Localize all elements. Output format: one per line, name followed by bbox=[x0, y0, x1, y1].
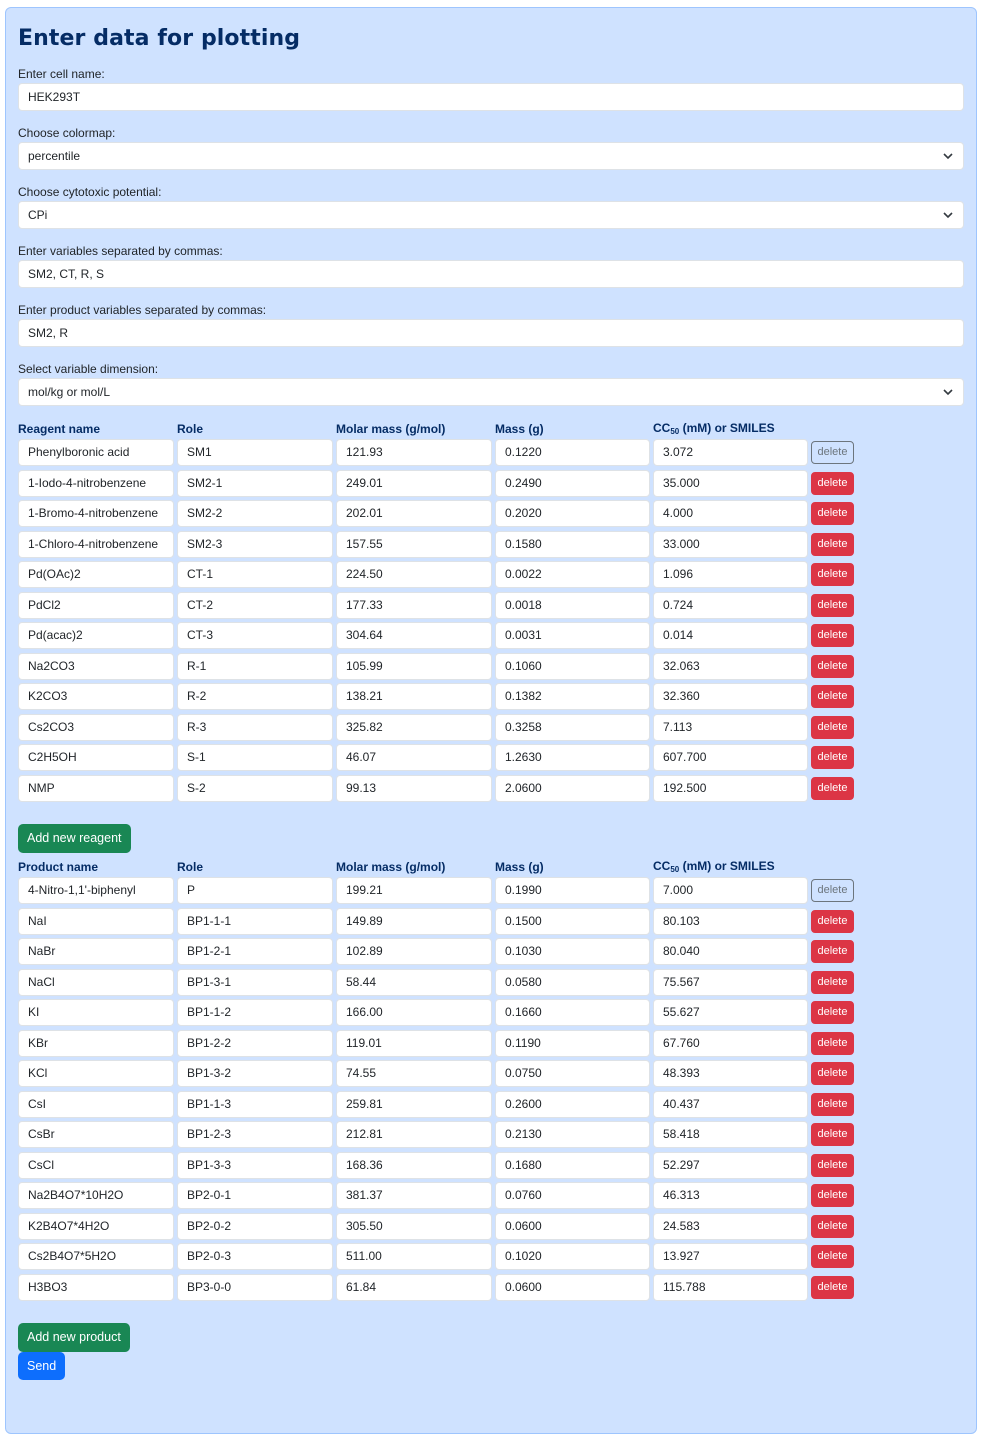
cc50-input[interactable]: 80.103 bbox=[653, 908, 808, 935]
delete-button[interactable]: delete bbox=[811, 940, 854, 963]
mass-input[interactable]: 0.1580 bbox=[495, 531, 650, 558]
product-variables-label: Enter product variables separated by commas: bbox=[18, 303, 267, 317]
reagent-row bbox=[18, 561, 963, 592]
mass-input[interactable]: 0.1030 bbox=[495, 938, 650, 965]
header-molar-mass: Molar mass (g/mol) bbox=[336, 422, 446, 436]
mass-input[interactable]: 0.0750 bbox=[495, 1060, 650, 1087]
reagent-name-input[interactable]: Na2CO3 bbox=[18, 653, 174, 680]
cytotoxic-select[interactable] bbox=[18, 201, 964, 229]
cc50-input[interactable]: 55.627 bbox=[653, 999, 808, 1026]
molar-mass-input[interactable]: 224.50 bbox=[336, 561, 492, 588]
role-input[interactable]: BP1-3-2 bbox=[177, 1060, 333, 1087]
role-input[interactable]: CT-2 bbox=[177, 592, 333, 619]
variables-value: SM2, CT, R, S bbox=[28, 267, 105, 281]
add-reagent-wrap bbox=[18, 805, 963, 855]
cc50-input[interactable]: 32.063 bbox=[653, 653, 808, 680]
cc50-input[interactable]: 46.313 bbox=[653, 1182, 808, 1209]
mass-input[interactable]: 2.0600 bbox=[495, 775, 650, 802]
reagent-row bbox=[18, 683, 963, 714]
molar-mass-input[interactable]: 305.50 bbox=[336, 1213, 492, 1240]
chevron-down-icon bbox=[943, 202, 953, 219]
role-input[interactable]: BP2-0-1 bbox=[177, 1182, 333, 1209]
molar-mass-input[interactable]: 119.01 bbox=[336, 1030, 492, 1057]
cc50-input[interactable]: 192.500 bbox=[653, 775, 808, 802]
cc-subscript: 50 bbox=[670, 865, 680, 874]
delete-button[interactable]: delete bbox=[811, 971, 854, 994]
cc-unit: (mM) or SMILES bbox=[679, 859, 775, 873]
reagent-row bbox=[18, 653, 963, 684]
send-button[interactable]: Send bbox=[18, 1352, 65, 1380]
header-cc50 bbox=[653, 859, 811, 874]
role-input[interactable]: CT-1 bbox=[177, 561, 333, 588]
delete-button[interactable]: delete bbox=[811, 1154, 854, 1177]
reagent-name-input[interactable]: 1-Chloro-4-nitrobenzene bbox=[18, 531, 174, 558]
role-input[interactable]: BP1-3-3 bbox=[177, 1152, 333, 1179]
molar-mass-input[interactable]: 58.44 bbox=[336, 969, 492, 996]
reagent-name-input[interactable]: Phenylboronic acid bbox=[18, 439, 174, 466]
colormap-group bbox=[18, 125, 963, 184]
delete-button[interactable]: delete bbox=[811, 716, 854, 739]
mass-input[interactable]: 0.0600 bbox=[495, 1213, 650, 1240]
mass-input[interactable]: 0.0580 bbox=[495, 969, 650, 996]
cc50-input[interactable]: 115.788 bbox=[653, 1274, 808, 1301]
variables-group bbox=[18, 243, 963, 302]
product-name-input[interactable]: Cs2B4O7*5H2O bbox=[18, 1243, 174, 1270]
molar-mass-input[interactable]: 202.01 bbox=[336, 500, 492, 527]
delete-button[interactable]: delete bbox=[811, 533, 854, 556]
dimension-value: mol/kg or mol/L bbox=[28, 385, 111, 399]
reagent-name-input[interactable]: NMP bbox=[18, 775, 174, 802]
reagent-table-header bbox=[18, 417, 963, 439]
delete-button[interactable]: delete bbox=[811, 563, 854, 586]
reagent-name-input[interactable]: Pd(acac)2 bbox=[18, 622, 174, 649]
product-name-input[interactable]: NaI bbox=[18, 908, 174, 935]
product-name-input[interactable]: KI bbox=[18, 999, 174, 1026]
header-role: Role bbox=[177, 422, 204, 436]
header-mass: Mass (g) bbox=[495, 422, 544, 436]
molar-mass-input[interactable]: 121.93 bbox=[336, 439, 492, 466]
reagent-name-input[interactable]: 1-Bromo-4-nitrobenzene bbox=[18, 500, 174, 527]
delete-button[interactable]: delete bbox=[811, 1245, 854, 1268]
cc-unit: (mM) or SMILES bbox=[679, 421, 775, 435]
cytotoxic-label: Choose cytotoxic potential: bbox=[18, 185, 162, 199]
cc50-input[interactable]: 35.000 bbox=[653, 470, 808, 497]
product-name-input[interactable]: CsCl bbox=[18, 1152, 174, 1179]
delete-button[interactable]: delete bbox=[811, 1215, 854, 1238]
chevron-down-icon bbox=[943, 143, 953, 160]
reagent-row bbox=[18, 775, 963, 806]
product-name-input[interactable]: CsI bbox=[18, 1091, 174, 1118]
role-input[interactable]: SM2-2 bbox=[177, 500, 333, 527]
reagent-row bbox=[18, 500, 963, 531]
molar-mass-input[interactable]: 177.33 bbox=[336, 592, 492, 619]
chevron-down-icon bbox=[943, 379, 953, 396]
delete-button[interactable]: delete bbox=[811, 472, 854, 495]
cc-label: CC bbox=[653, 421, 671, 435]
product-name-input[interactable]: KBr bbox=[18, 1030, 174, 1057]
reagent-rows bbox=[18, 439, 963, 805]
cytotoxic-group bbox=[18, 184, 963, 243]
mass-input[interactable]: 0.1680 bbox=[495, 1152, 650, 1179]
cc50-input[interactable]: 0.724 bbox=[653, 592, 808, 619]
dimension-label: Select variable dimension: bbox=[18, 362, 159, 376]
cc50-input[interactable]: 1.096 bbox=[653, 561, 808, 588]
role-input[interactable]: S-1 bbox=[177, 744, 333, 771]
mass-input[interactable]: 0.2490 bbox=[495, 470, 650, 497]
delete-button[interactable]: delete bbox=[811, 910, 854, 933]
cytotoxic-value: CPi bbox=[28, 208, 48, 222]
delete-button[interactable]: delete bbox=[811, 502, 854, 525]
molar-mass-input[interactable]: 166.00 bbox=[336, 999, 492, 1026]
role-input[interactable]: CT-3 bbox=[177, 622, 333, 649]
product-row bbox=[18, 877, 963, 908]
mass-input[interactable]: 0.1660 bbox=[495, 999, 650, 1026]
role-input[interactable]: BP1-2-1 bbox=[177, 938, 333, 965]
cc50-input[interactable]: 607.700 bbox=[653, 744, 808, 771]
delete-button[interactable]: delete bbox=[811, 777, 854, 800]
reagent-name-input[interactable]: PdCl2 bbox=[18, 592, 174, 619]
mass-input[interactable]: 0.0031 bbox=[495, 622, 650, 649]
role-input[interactable]: SM2-3 bbox=[177, 531, 333, 558]
cc50-input[interactable]: 7.113 bbox=[653, 714, 808, 741]
reagent-row bbox=[18, 531, 963, 562]
mass-input[interactable]: 0.3258 bbox=[495, 714, 650, 741]
mass-input[interactable]: 0.0018 bbox=[495, 592, 650, 619]
molar-mass-input[interactable]: 149.89 bbox=[336, 908, 492, 935]
plot-data-form bbox=[5, 7, 977, 1434]
reagent-row bbox=[18, 744, 963, 775]
cc50-input[interactable]: 40.437 bbox=[653, 1091, 808, 1118]
add-reagent-button[interactable]: Add new reagent bbox=[18, 824, 131, 853]
cell-name-value: HEK293T bbox=[28, 90, 81, 104]
cc-subscript: 50 bbox=[670, 427, 680, 436]
molar-mass-input[interactable]: 304.64 bbox=[336, 622, 492, 649]
role-input[interactable]: P bbox=[177, 877, 333, 904]
cc-label: CC bbox=[653, 859, 671, 873]
mass-input[interactable]: 0.1382 bbox=[495, 683, 650, 710]
product-row bbox=[18, 969, 963, 1000]
add-product-wrap bbox=[18, 1304, 963, 1351]
delete-button[interactable]: delete bbox=[811, 746, 854, 769]
molar-mass-input[interactable]: 259.81 bbox=[336, 1091, 492, 1118]
molar-mass-input[interactable]: 249.01 bbox=[336, 470, 492, 497]
product-name-input[interactable]: K2B4O7*4H2O bbox=[18, 1213, 174, 1240]
product-row bbox=[18, 1213, 963, 1244]
mass-input[interactable]: 0.0600 bbox=[495, 1274, 650, 1301]
delete-button[interactable]: delete bbox=[811, 1001, 854, 1024]
header-mass: Mass (g) bbox=[495, 860, 544, 874]
mass-input[interactable]: 0.2020 bbox=[495, 500, 650, 527]
delete-button[interactable]: delete bbox=[811, 1093, 854, 1116]
cc50-input[interactable]: 33.000 bbox=[653, 531, 808, 558]
role-input[interactable]: R-2 bbox=[177, 683, 333, 710]
header-molar-mass: Molar mass (g/mol) bbox=[336, 860, 446, 874]
mass-input[interactable]: 0.2130 bbox=[495, 1121, 650, 1148]
delete-button: delete bbox=[811, 441, 854, 464]
cc50-input[interactable]: 4.000 bbox=[653, 500, 808, 527]
mass-input[interactable]: 0.1190 bbox=[495, 1030, 650, 1057]
cc50-input[interactable]: 48.393 bbox=[653, 1060, 808, 1087]
cc50-input[interactable]: 58.418 bbox=[653, 1121, 808, 1148]
role-input[interactable]: BP3-0-0 bbox=[177, 1274, 333, 1301]
product-row bbox=[18, 1060, 963, 1091]
role-input[interactable]: BP1-2-2 bbox=[177, 1030, 333, 1057]
product-rows bbox=[18, 877, 963, 1304]
delete-button[interactable]: delete bbox=[811, 1276, 854, 1299]
reagent-name-input[interactable]: K2CO3 bbox=[18, 683, 174, 710]
header-reagent-name: Reagent name bbox=[18, 422, 101, 436]
product-name-input[interactable]: H3BO3 bbox=[18, 1274, 174, 1301]
product-variables-value: SM2, R bbox=[28, 326, 69, 340]
reagent-name-input[interactable]: C2H5OH bbox=[18, 744, 174, 771]
product-row bbox=[18, 999, 963, 1030]
cc50-input[interactable]: 0.014 bbox=[653, 622, 808, 649]
molar-mass-input[interactable]: 511.00 bbox=[336, 1243, 492, 1270]
cc50-input[interactable]: 80.040 bbox=[653, 938, 808, 965]
product-variables-group bbox=[18, 302, 963, 361]
role-input[interactable]: SM1 bbox=[177, 439, 333, 466]
role-input[interactable]: BP1-3-1 bbox=[177, 969, 333, 996]
role-input[interactable]: S-2 bbox=[177, 775, 333, 802]
dimension-select[interactable] bbox=[18, 378, 964, 406]
product-row bbox=[18, 1243, 963, 1274]
cc50-input[interactable]: 67.760 bbox=[653, 1030, 808, 1057]
product-name-input[interactable]: NaCl bbox=[18, 969, 174, 996]
delete-button[interactable]: delete bbox=[811, 655, 854, 678]
variables-input[interactable] bbox=[18, 260, 964, 288]
reagent-row bbox=[18, 592, 963, 623]
product-row bbox=[18, 1121, 963, 1152]
colormap-label: Choose colormap: bbox=[18, 126, 116, 140]
product-row bbox=[18, 908, 963, 939]
molar-mass-input[interactable]: 74.55 bbox=[336, 1060, 492, 1087]
mass-input[interactable]: 0.1220 bbox=[495, 439, 650, 466]
product-name-input[interactable]: KCl bbox=[18, 1060, 174, 1087]
reagent-row bbox=[18, 714, 963, 745]
role-input[interactable]: BP1-1-2 bbox=[177, 999, 333, 1026]
molar-mass-input[interactable]: 138.21 bbox=[336, 683, 492, 710]
product-name-input[interactable]: 4-Nitro-1,1'-biphenyl bbox=[18, 877, 174, 904]
reagent-name-input[interactable]: Pd(OAc)2 bbox=[18, 561, 174, 588]
delete-button[interactable]: delete bbox=[811, 594, 854, 617]
colormap-value: percentile bbox=[28, 149, 81, 163]
mass-input[interactable]: 0.1500 bbox=[495, 908, 650, 935]
mass-input[interactable]: 1.2630 bbox=[495, 744, 650, 771]
product-variables-input[interactable] bbox=[18, 319, 964, 347]
product-row bbox=[18, 1030, 963, 1061]
molar-mass-input[interactable]: 199.21 bbox=[336, 877, 492, 904]
send-wrap bbox=[18, 1351, 963, 1380]
header-role: Role bbox=[177, 860, 204, 874]
product-name-input[interactable]: CsBr bbox=[18, 1121, 174, 1148]
variables-label: Enter variables separated by commas: bbox=[18, 244, 223, 258]
dimension-group bbox=[18, 361, 963, 417]
colormap-select[interactable] bbox=[18, 142, 964, 170]
delete-button: delete bbox=[811, 879, 854, 902]
role-input[interactable]: BP2-0-3 bbox=[177, 1243, 333, 1270]
molar-mass-input[interactable]: 168.36 bbox=[336, 1152, 492, 1179]
cc50-input[interactable]: 52.297 bbox=[653, 1152, 808, 1179]
product-row bbox=[18, 1182, 963, 1213]
mass-input[interactable]: 0.2600 bbox=[495, 1091, 650, 1118]
delete-button[interactable]: delete bbox=[811, 685, 854, 708]
molar-mass-input[interactable]: 99.13 bbox=[336, 775, 492, 802]
molar-mass-input[interactable]: 102.89 bbox=[336, 938, 492, 965]
reagent-name-input[interactable]: Cs2CO3 bbox=[18, 714, 174, 741]
mass-input[interactable]: 0.0760 bbox=[495, 1182, 650, 1209]
reagent-name-input[interactable]: 1-Iodo-4-nitrobenzene bbox=[18, 470, 174, 497]
mass-input[interactable]: 0.1990 bbox=[495, 877, 650, 904]
role-input[interactable]: R-3 bbox=[177, 714, 333, 741]
header-product-name: Product name bbox=[18, 860, 99, 874]
molar-mass-input[interactable]: 381.37 bbox=[336, 1182, 492, 1209]
mass-input[interactable]: 0.1020 bbox=[495, 1243, 650, 1270]
molar-mass-input[interactable]: 61.84 bbox=[336, 1274, 492, 1301]
role-input[interactable]: R-1 bbox=[177, 653, 333, 680]
cell-name-input[interactable] bbox=[18, 83, 964, 111]
delete-button[interactable]: delete bbox=[811, 1062, 854, 1085]
cc50-input[interactable]: 75.567 bbox=[653, 969, 808, 996]
product-row bbox=[18, 1274, 963, 1305]
role-input[interactable]: SM2-1 bbox=[177, 470, 333, 497]
header-cc50 bbox=[653, 421, 811, 436]
cell-name-group bbox=[18, 66, 963, 125]
product-name-input[interactable]: Na2B4O7*10H2O bbox=[18, 1182, 174, 1209]
product-row bbox=[18, 1091, 963, 1122]
add-product-button[interactable]: Add new product bbox=[18, 1323, 130, 1352]
role-input[interactable]: BP1-1-3 bbox=[177, 1091, 333, 1118]
reagent-row bbox=[18, 470, 963, 501]
cc50-input[interactable]: 13.927 bbox=[653, 1243, 808, 1270]
delete-button[interactable]: delete bbox=[811, 624, 854, 647]
cc50-input[interactable]: 32.360 bbox=[653, 683, 808, 710]
delete-button[interactable]: delete bbox=[811, 1032, 854, 1055]
mass-input[interactable]: 0.1060 bbox=[495, 653, 650, 680]
product-name-input[interactable]: NaBr bbox=[18, 938, 174, 965]
molar-mass-input[interactable]: 212.81 bbox=[336, 1121, 492, 1148]
delete-button[interactable]: delete bbox=[811, 1184, 854, 1207]
cc50-input[interactable]: 24.583 bbox=[653, 1213, 808, 1240]
cc50-input[interactable]: 3.072 bbox=[653, 439, 808, 466]
molar-mass-input[interactable]: 325.82 bbox=[336, 714, 492, 741]
reagent-row bbox=[18, 439, 963, 470]
cell-name-label: Enter cell name: bbox=[18, 67, 105, 81]
reagent-row bbox=[18, 622, 963, 653]
molar-mass-input[interactable]: 105.99 bbox=[336, 653, 492, 680]
role-input[interactable]: BP2-0-2 bbox=[177, 1213, 333, 1240]
product-row bbox=[18, 938, 963, 969]
mass-input[interactable]: 0.0022 bbox=[495, 561, 650, 588]
cc50-input[interactable]: 7.000 bbox=[653, 877, 808, 904]
molar-mass-input[interactable]: 46.07 bbox=[336, 744, 492, 771]
product-row bbox=[18, 1152, 963, 1183]
role-input[interactable]: BP1-1-1 bbox=[177, 908, 333, 935]
molar-mass-input[interactable]: 157.55 bbox=[336, 531, 492, 558]
product-table-header bbox=[18, 855, 963, 877]
role-input[interactable]: BP1-2-3 bbox=[177, 1121, 333, 1148]
page-title: Enter data for plotting bbox=[18, 26, 301, 51]
delete-button[interactable]: delete bbox=[811, 1123, 854, 1146]
